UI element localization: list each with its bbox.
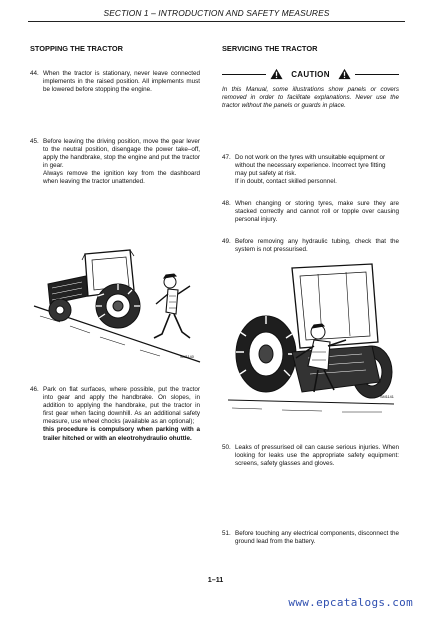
section-header: SECTION 1 – INTRODUCTION AND SAFETY MEASURES <box>28 7 405 22</box>
stopping-tractor-title: STOPPING THE TRACTOR <box>30 44 123 53</box>
paragraph-number: 48. <box>222 200 231 207</box>
paragraph-48 <box>222 200 399 224</box>
paragraph-45 <box>30 138 200 187</box>
divider <box>355 74 399 75</box>
caution-box <box>222 66 399 110</box>
paragraph-number: 44. <box>30 70 39 77</box>
paragraph-text-2: Always remove the ignition key from the dashboard when leaving the tractor unattended. <box>43 170 200 186</box>
right-column <box>222 44 399 564</box>
paragraph-text: Leaks of pressurised oil can cause serious injuries. When looking for leaks use the appropriate safety equipment: screens, safety glasses and gloves. <box>235 444 399 468</box>
paragraph-47 <box>222 154 399 186</box>
illustration-code: SM1140 <box>180 355 194 359</box>
paragraph-number: 45. <box>30 138 39 145</box>
warning-triangle-icon <box>338 68 351 80</box>
tyre-servicing-illustration <box>222 262 400 422</box>
paragraph-text: When the tractor is stationary, never leave connected implements in the raised position. All implements must be lowered before stopping the engine. <box>43 70 200 94</box>
caution-text: In this Manual, some illustrations show panels or covers removed in order to facilitate explanations. Never use the tractor without the panels or guards in place. <box>222 86 399 110</box>
left-column <box>30 44 200 464</box>
warning-triangle-icon <box>270 68 283 80</box>
paragraph-44 <box>30 70 200 94</box>
paragraph-51 <box>222 530 399 546</box>
paragraph-number: 51. <box>222 530 231 537</box>
paragraph-text: Before touching any electrical components, disconnect the ground lead from the battery. <box>235 530 399 546</box>
paragraph-text: Park on flat surfaces, where possible, put the tractor into gear and apply the handbrake. On slopes, in addition to applying the handbrake, put the tractor in first gear when facing downhill. As an additional safety measure, use wheel chocks (available as an optional); <box>43 386 200 426</box>
caution-banner <box>222 66 399 82</box>
paragraph-bold-text: this procedure is compulsory when parking with a trailer hitched or with an eleotrohydraulio ohuttle. <box>43 426 200 442</box>
paragraph-number: 50. <box>222 444 231 451</box>
watermark: www.epcatalogs.com <box>288 596 413 609</box>
paragraph-text: Do not work on the tyres with unsuitable equipment or without the necessary experience. Incorrect tyre fitting may put safety at risk. <box>235 154 386 178</box>
paragraph-number: 49. <box>222 238 231 245</box>
page-number: 1–11 <box>207 575 224 584</box>
illustration-code: SM1141 <box>380 395 394 399</box>
paragraph-46 <box>30 386 200 443</box>
paragraph-text-2: If in doubt, contact skilled personnel. <box>235 178 337 186</box>
paragraph-49 <box>222 238 399 254</box>
caution-label: CAUTION <box>291 69 330 79</box>
paragraph-text: Before leaving the driving position, move the gear lever to the neutral position, disengage the power take–off, apply the handbrake, stop the engine and put the tractor in gear. <box>43 138 200 170</box>
divider <box>222 74 266 75</box>
paragraph-number: 47. <box>222 154 231 161</box>
tractor-slope-illustration <box>30 234 202 369</box>
servicing-tractor-title: SERVICING THE TRACTOR <box>222 44 318 53</box>
paragraph-number: 46. <box>30 386 39 393</box>
paragraph-text: Before removing any hydraulic tubing, check that the system is not pressurised. <box>235 238 399 254</box>
paragraph-50 <box>222 444 399 468</box>
paragraph-text: When changing or storing tyres, make sure they are stacked correctly and cannot roll or topple over causing personal injury. <box>235 200 399 224</box>
